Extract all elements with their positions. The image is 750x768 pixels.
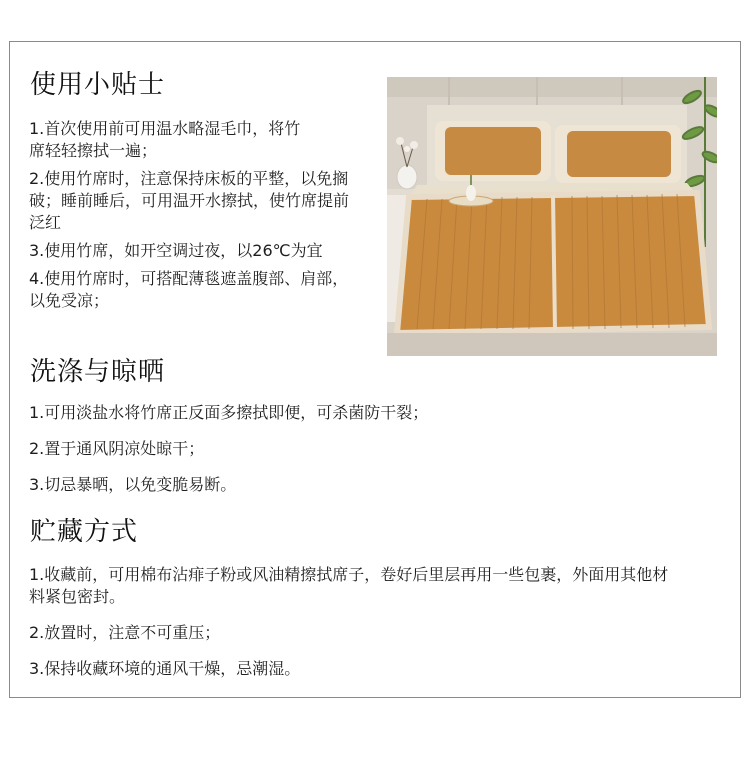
list-item: 1.首次使用前可用温水略湿毛巾，将竹席轻轻擦拭一遍； bbox=[29, 119, 301, 160]
list-item: 4.使用竹席时，可搭配薄毯遮盖腹部、肩部，以免受凉； bbox=[29, 269, 349, 310]
list-item: 2.置于通风阴凉处晾干； bbox=[29, 439, 205, 458]
bamboo-mat-bed-photo bbox=[387, 77, 717, 356]
section-title-storage: 贮藏方式 bbox=[30, 517, 139, 547]
washing-drying-list bbox=[29, 402, 729, 496]
section-title-washing-drying: 洗涤与晾晒 bbox=[30, 357, 166, 387]
care-instructions-card bbox=[9, 41, 741, 698]
list-item: 3.切忌暴晒，以免变脆易断。 bbox=[29, 475, 237, 494]
list-item: 3.使用竹席，如开空调过夜，以26℃为宜 bbox=[29, 241, 323, 260]
list-item: 2.使用竹席时，注意保持床板的平整，以免搁破；睡前睡后，可用温开水擦拭，使竹席提前泛红 bbox=[29, 169, 350, 232]
list-item: 3.保持收藏环境的通风干燥，忌潮湿。 bbox=[29, 659, 301, 678]
storage-list bbox=[29, 564, 674, 680]
list-item: 2.放置时，注意不可重压； bbox=[29, 623, 221, 642]
section-title-usage-tips: 使用小贴士 bbox=[30, 70, 166, 100]
usage-tips-list bbox=[29, 118, 374, 312]
list-item: 1.可用淡盐水将竹席正反面多擦拭即便，可杀菌防干裂； bbox=[29, 403, 429, 422]
list-item: 1.收藏前，可用棉布沾痱子粉或风油精擦拭席子，卷好后里层再用一些包裹，外面用其他材料紧包密封。 bbox=[29, 565, 669, 606]
